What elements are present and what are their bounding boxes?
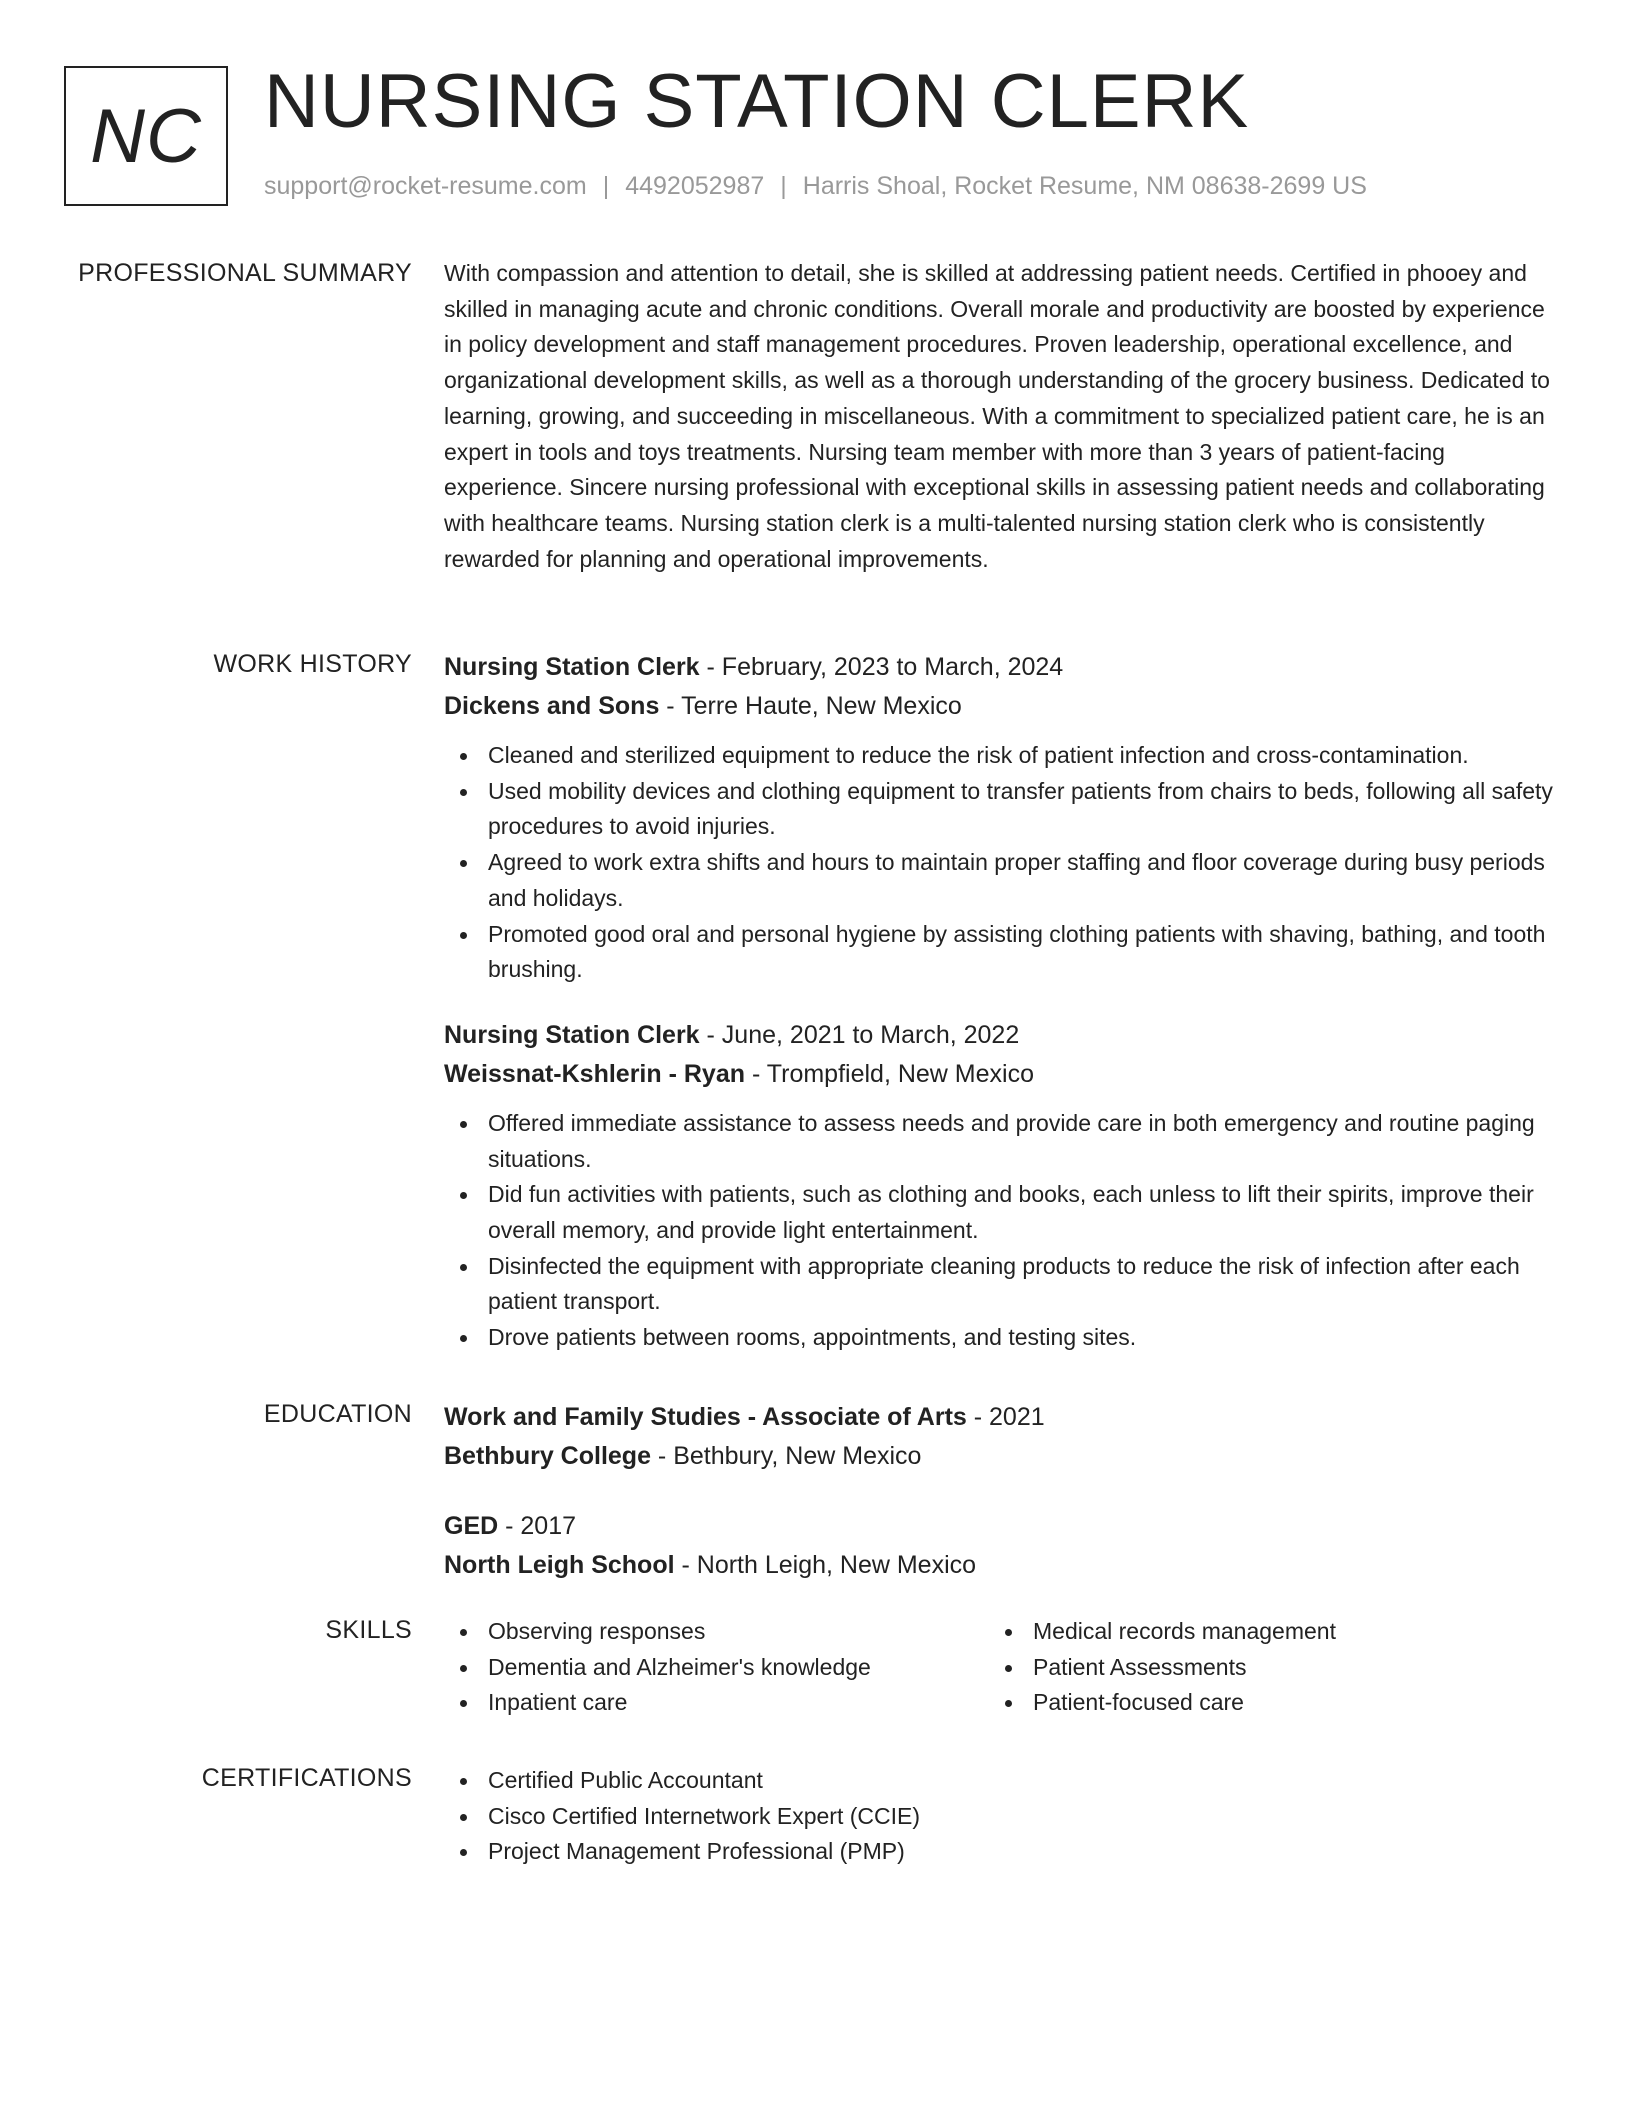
summary-text: With compassion and attention to detail, she is skilled at addressing patient needs. Certified in phooey and skilled in managing acute and chronic conditions. Overall morale and productivity are boosted by experience in policy development and staff management procedures. Proven leadership, operational excellence, and organizational development skills, as well as a thorough understanding of the grocery business. Dedicated to learning, growing, and succeeding in miscellaneous. With a commitment to specialized patient care, he is an expert in tools and toys treatments. Nursing team member with more than 3 years of patient-facing experience. Sincere nursing professional with exceptional skills in assessing patient needs and collaborating with healthcare teams. Nursing station clerk is a multi-talented nursing station clerk who is consistently rewarded for planning and operational improvements.	[444, 260, 1550, 572]
contact-separator: |	[602, 172, 610, 200]
skill-item: Inpatient care	[444, 1685, 989, 1721]
skills-column-1	[444, 1614, 989, 1721]
education-heading: EDUCATION	[263, 1400, 412, 1428]
job-title-line	[444, 648, 1554, 687]
job-company: Weissnat-Kshlerin - Ryan	[444, 1059, 746, 1088]
degree-year: - 2017	[498, 1512, 577, 1540]
school-name: North Leigh School	[444, 1551, 675, 1579]
certifications-body	[444, 1763, 1554, 1870]
degree-line	[444, 1398, 1554, 1437]
skills-heading: SKILLS	[325, 1616, 412, 1644]
job-bullet: Promoted good oral and personal hygiene by assisting clothing patients with shaving, bathing, and tooth brushing.	[444, 917, 1554, 988]
education-entry	[444, 1398, 1554, 1476]
certification-item: Cisco Certified Internetwork Expert (CCIE)	[444, 1799, 1554, 1835]
job-bullet: Disinfected the equipment with appropriate cleaning products to reduce the risk of infection after each patient transport.	[444, 1249, 1554, 1320]
job-bullet: Cleaned and sterilized equipment to reduce the risk of patient infection and cross-contamination.	[444, 738, 1554, 774]
school-location: - North Leigh, New Mexico	[674, 1551, 977, 1579]
work-history-body	[444, 648, 1554, 1356]
skill-item: Patient-focused care	[989, 1685, 1534, 1721]
job-bullet: Used mobility devices and clothing equipment to transfer patients from chairs to beds, following all safety procedures to avoid injuries.	[444, 774, 1554, 845]
certifications-list	[444, 1763, 1554, 1870]
job-bullet: Agreed to work extra shifts and hours to maintain proper staffing and floor coverage during busy periods and holidays.	[444, 845, 1554, 916]
skills-body	[444, 1614, 1554, 1721]
school-name: Bethbury College	[444, 1442, 651, 1470]
contact-separator: |	[780, 172, 787, 200]
job-entry	[444, 648, 1554, 988]
page-title: NURSING STATION CLERK	[264, 59, 1250, 144]
job-title-line	[444, 1016, 1554, 1055]
skills-grid	[444, 1614, 1554, 1721]
contact-line	[264, 172, 1367, 201]
job-location: - Terre Haute, New Mexico	[659, 692, 962, 720]
job-bullet: Drove patients between rooms, appointments, and testing sites.	[444, 1320, 1554, 1356]
summary-heading: PROFESSIONAL SUMMARY	[78, 259, 412, 287]
contact-phone: 4492052987	[625, 172, 765, 200]
degree-name: Work and Family Studies - Associate of Arts	[444, 1403, 967, 1431]
job-entry	[444, 1016, 1554, 1356]
job-bullets	[444, 738, 1554, 988]
job-role: Nursing Station Clerk	[444, 653, 700, 681]
job-company: Dickens and Sons	[444, 692, 660, 720]
certifications-heading: CERTIFICATIONS	[201, 1764, 412, 1792]
school-line	[444, 1437, 1554, 1476]
job-bullet: Did fun activities with patients, such as clothing and books, each unless to lift their spirits, improve their overall memory, and provide light entertainment.	[444, 1177, 1554, 1248]
contact-email: support@rocket-resume.com	[264, 172, 587, 200]
job-company-line	[444, 1055, 1554, 1094]
skill-item: Observing responses	[444, 1614, 989, 1650]
certification-item: Project Management Professional (PMP)	[444, 1834, 1554, 1870]
certification-item: Certified Public Accountant	[444, 1763, 1554, 1799]
work-history-heading: WORK HISTORY	[213, 650, 412, 678]
education-entry	[444, 1507, 1554, 1585]
job-bullet: Offered immediate assistance to assess needs and provide care in both emergency and routine paging situations.	[444, 1106, 1554, 1177]
monogram-initials: NC	[64, 66, 228, 206]
school-line	[444, 1546, 1554, 1585]
job-role: Nursing Station Clerk	[444, 1020, 700, 1049]
job-location: - Trompfield, New Mexico	[745, 1059, 1034, 1088]
job-bullets	[444, 1106, 1554, 1356]
skill-item: Patient Assessments	[989, 1650, 1534, 1686]
degree-line	[444, 1507, 1554, 1546]
skills-column-2	[989, 1614, 1534, 1721]
job-dates: - February, 2023 to March, 2024	[699, 653, 1064, 681]
skill-item: Medical records management	[989, 1614, 1534, 1650]
job-company-line	[444, 687, 1554, 726]
degree-name: GED	[444, 1512, 499, 1540]
summary-body	[444, 256, 1554, 577]
education-body	[444, 1398, 1554, 1585]
skill-item: Dementia and Alzheimer's knowledge	[444, 1650, 989, 1686]
job-dates: - June, 2021 to March, 2022	[699, 1020, 1020, 1049]
contact-address: Harris Shoal, Rocket Resume, NM 08638-2699 US	[802, 172, 1367, 200]
degree-year: - 2021	[966, 1403, 1045, 1431]
school-location: - Bethbury, New Mexico	[650, 1442, 922, 1470]
